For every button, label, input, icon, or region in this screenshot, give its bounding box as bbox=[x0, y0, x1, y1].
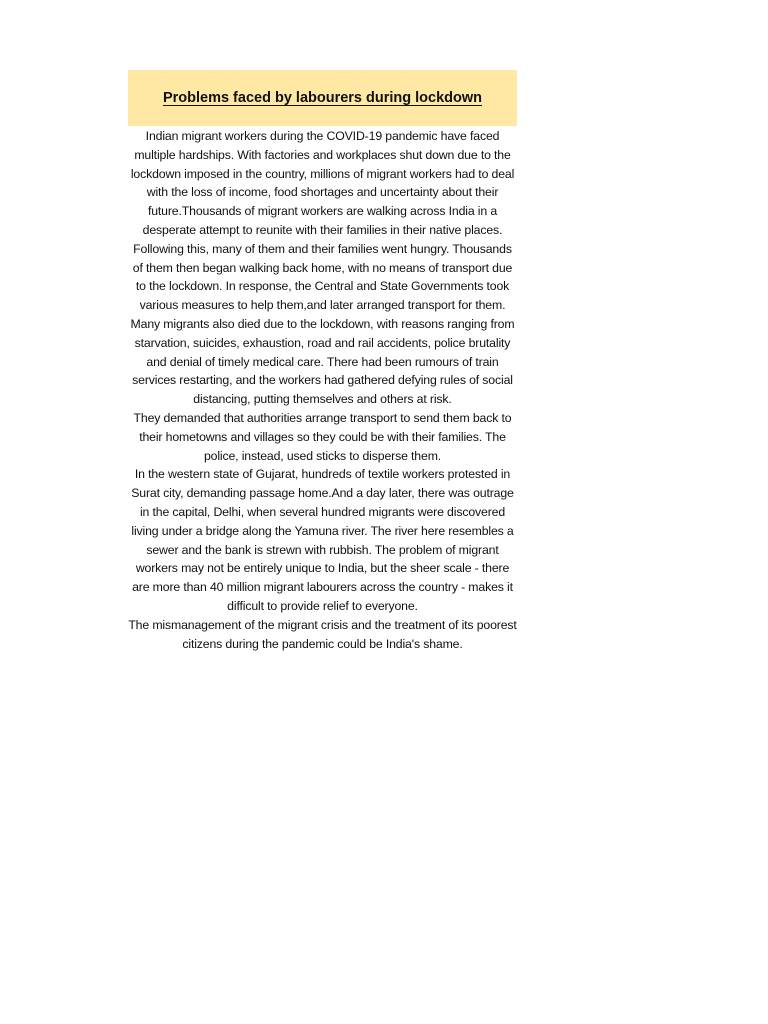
document-title: Problems faced by labourers during lockdown bbox=[162, 90, 483, 106]
document-body bbox=[128, 127, 517, 653]
paragraph-2: They demanded that authorities arrange transport to send them back to their hometowns and villages so they could be with their families. The police, instead, used sticks to disperse them. bbox=[133, 410, 512, 463]
paragraph-1: Indian migrant workers during the COVID-19 pandemic have faced multiple hardships. With factories and workplaces shut down due to the lockdown imposed in the country, millions of migrant workers had to deal with the loss of income, food shortages and uncertainty about their future.Thousands of migrant workers are walking across India in a desperate attempt to reunite with their families in their native places. Following this, many of them and their families went hungry. Thousands of them then began walking back home, with no means of transport due to the lockdown. In response, the Central and State Governments took various measures to help them,and later arranged transport for them. Many migrants also died due to the lockdown, with reasons ranging from starvation, suicides, exhaustion, road and rail accidents, police brutality and denial of timely medical care. There had been rumours of train services restarting, and the workers had gathered defying rules of social distancing, putting themselves and others at risk. bbox=[130, 129, 515, 407]
title-banner bbox=[128, 70, 517, 126]
paragraph-4: The mismanagement of the migrant crisis and the treatment of its poorest citizens during the pandemic could be India's shame. bbox=[128, 617, 517, 651]
paragraph-3: In the western state of Gujarat, hundreds of textile workers protested in Surat city, demanding passage home.And a day later, there was outrage in the capital, Delhi, when several hundred migrants were discovered living under a bridge along the Yamuna river. The river here resembles a sewer and the bank is strewn with rubbish. The problem of migrant workers may not be entirely unique to India, but the sheer scale - there are more than 40 million migrant labourers across the country - makes it difficult to provide relief to everyone. bbox=[131, 467, 514, 613]
